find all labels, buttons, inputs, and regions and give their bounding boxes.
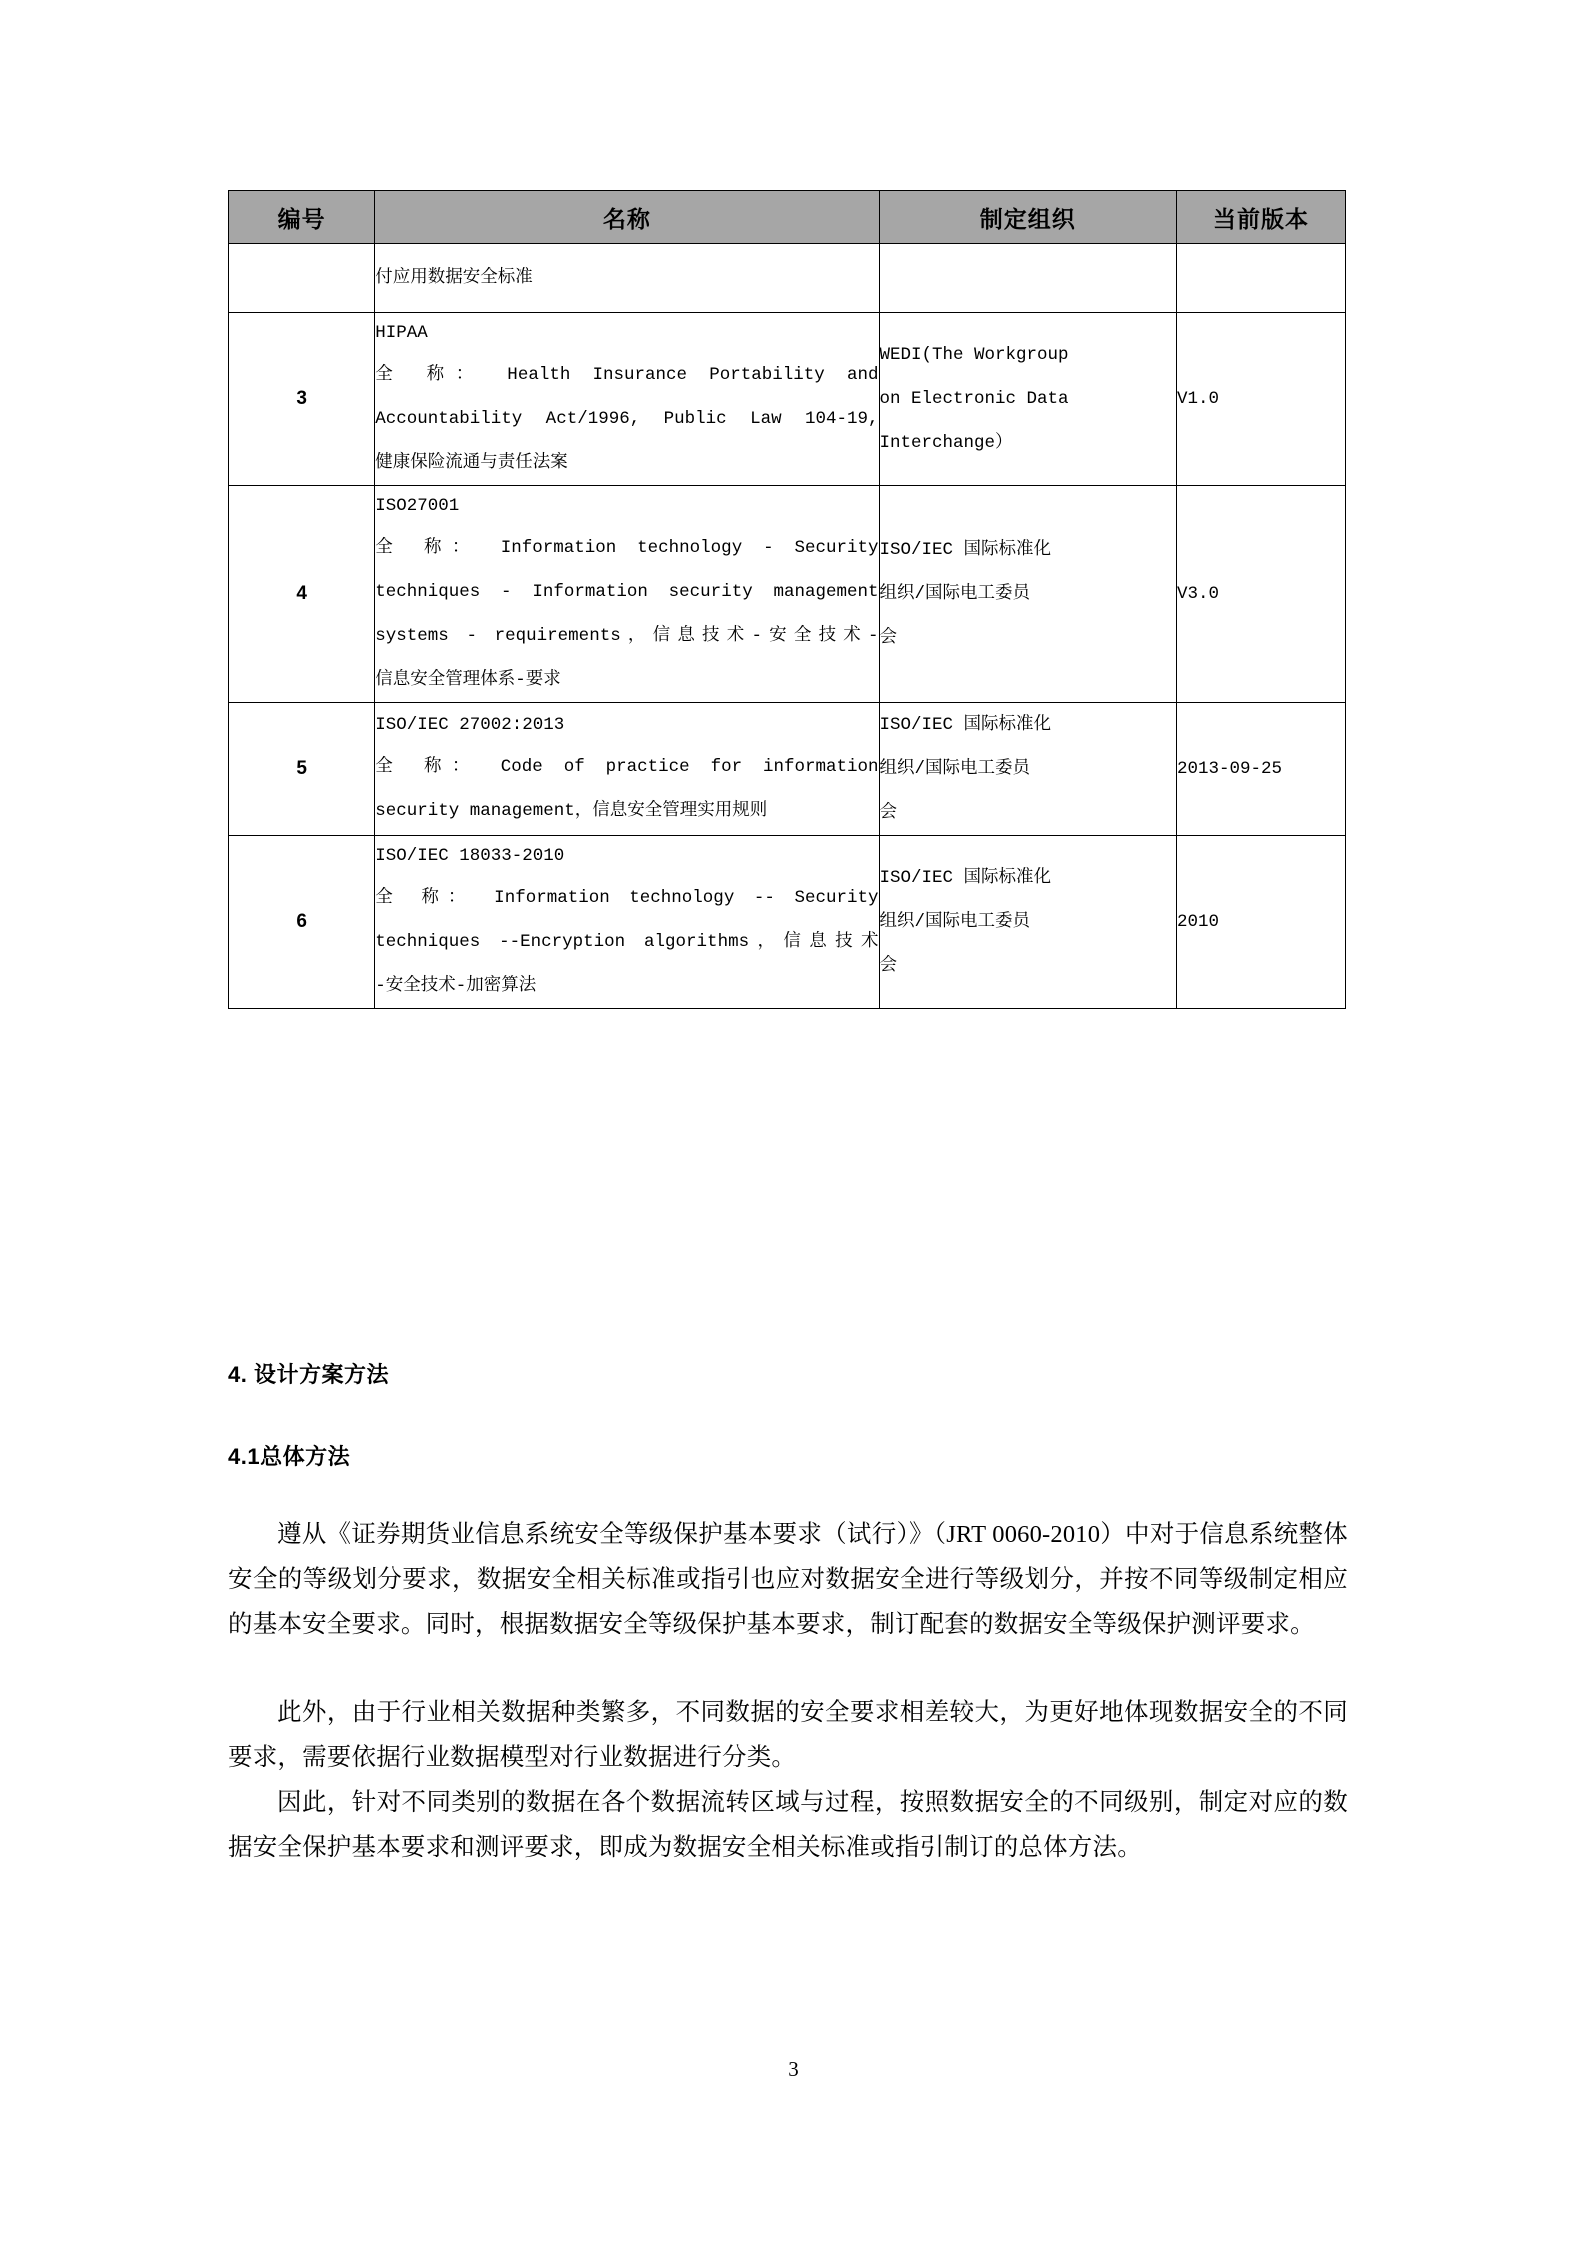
version-value: 2013-09-25 (1177, 759, 1283, 779)
cell-name (375, 486, 879, 703)
version-value: V3.0 (1177, 584, 1220, 604)
org-line: 组织/国际电工委员 (879, 912, 1031, 932)
cell-name (375, 244, 879, 313)
name-line: 全 称： Code of practice for information (375, 757, 879, 777)
name-line: ISO/IEC 27002:2013 (375, 715, 565, 735)
cell-no: 4 (229, 486, 375, 703)
cell-no: 6 (229, 836, 375, 1009)
name-line: ISO27001 (375, 496, 460, 516)
org-line: ISO/IEC 国际标准化 (879, 715, 1052, 735)
cell-org (879, 313, 1177, 486)
standards-table (228, 190, 1346, 1009)
name-line: 付应用数据安全标准 (375, 268, 533, 288)
cell-version (1177, 486, 1346, 703)
table-header-row (229, 191, 1346, 244)
org-line: 会 (879, 628, 898, 648)
column-header-org: 制定组织 (879, 191, 1177, 244)
column-header-version: 当前版本 (1177, 191, 1346, 244)
page-number: 3 (788, 2057, 799, 2081)
cell-org (879, 703, 1177, 836)
table-row (229, 836, 1346, 1009)
name-line: techniques - Information security management (375, 582, 879, 602)
org-line: 组织/国际电工委员 (879, 584, 1031, 604)
table-row (229, 486, 1346, 703)
org-line: 会 (879, 803, 898, 823)
table-header (229, 191, 1346, 244)
section-heading-4-1: 4.1总体方法 (228, 1444, 351, 1469)
name-line: Accountability Act/1996, Public Law 104-19, (375, 409, 879, 429)
cell-version (1177, 703, 1346, 836)
org-line: ISO/IEC 国际标准化 (879, 540, 1052, 560)
table-body (229, 244, 1346, 1009)
paragraph-2: 此外，由于行业相关数据种类繁多，不同数据的安全要求相差较大，为更好地体现数据安全的不同要求，需要依据行业数据模型对行业数据进行分类。 (228, 1699, 1348, 1771)
paragraph-1: 遵从《证券期货业信息系统安全等级保护基本要求（试行）》（JRT 0060-2010）中对于信息系统整体安全的等级划分要求，数据安全相关标准或指引也应对数据安全进行等级划分，并按不同等级制定相应的基本安全要求。同时，根据数据安全等级保护基本要求，制订配套的数据安全等级保护测评要求。 (228, 1521, 1348, 1638)
version-value: 2010 (1177, 912, 1220, 932)
cell-version (1177, 244, 1346, 313)
table-row (229, 313, 1346, 486)
version-value: V1.0 (1177, 389, 1220, 409)
cell-org (879, 486, 1177, 703)
cell-name (375, 703, 879, 836)
cell-org (879, 836, 1177, 1009)
org-line: Interchange） (879, 433, 1013, 453)
cell-name (375, 313, 879, 486)
name-line: ISO/IEC 18033-2010 (375, 846, 565, 866)
column-header-no: 编号 (229, 191, 375, 244)
org-line: 会 (879, 956, 898, 976)
name-line: 健康保险流通与责任法案 (375, 453, 568, 473)
cell-version (1177, 836, 1346, 1009)
name-line: 全 称： Health Insurance Portability and (375, 365, 879, 385)
column-header-name: 名称 (375, 191, 879, 244)
cell-name (375, 836, 879, 1009)
name-line: techniques --Encryption algorithms，信息技术 (375, 932, 879, 952)
cell-no (229, 244, 375, 313)
name-line: 全 称： Information technology -- Security (375, 888, 879, 908)
org-line: 组织/国际电工委员 (879, 759, 1031, 779)
name-line: 信息安全管理体系-要求 (375, 670, 561, 690)
cell-org (879, 244, 1177, 313)
name-line: HIPAA (375, 323, 428, 343)
name-line: security management，信息安全管理实用规则 (375, 801, 768, 821)
org-line: on Electronic Data (879, 389, 1069, 409)
cell-version (1177, 313, 1346, 486)
table-row (229, 703, 1346, 836)
paragraph-3: 因此，针对不同类别的数据在各个数据流转区域与过程，按照数据安全的不同级别，制定对应的数据安全保护基本要求和测评要求，即成为数据安全相关标准或指引制订的总体方法。 (228, 1789, 1348, 1861)
name-line: systems - requirements，信息技术-安全技术- (375, 626, 879, 646)
name-line: -安全技术-加密算法 (375, 976, 537, 996)
name-line: 全 称： Information technology - Security (375, 538, 879, 558)
org-line: ISO/IEC 国际标准化 (879, 868, 1052, 888)
cell-no: 5 (229, 703, 375, 836)
table-row (229, 244, 1346, 313)
section-heading-4: 4. 设计方案方法 (228, 1362, 389, 1387)
org-line: WEDI(The Workgroup (879, 345, 1069, 365)
cell-no: 3 (229, 313, 375, 486)
